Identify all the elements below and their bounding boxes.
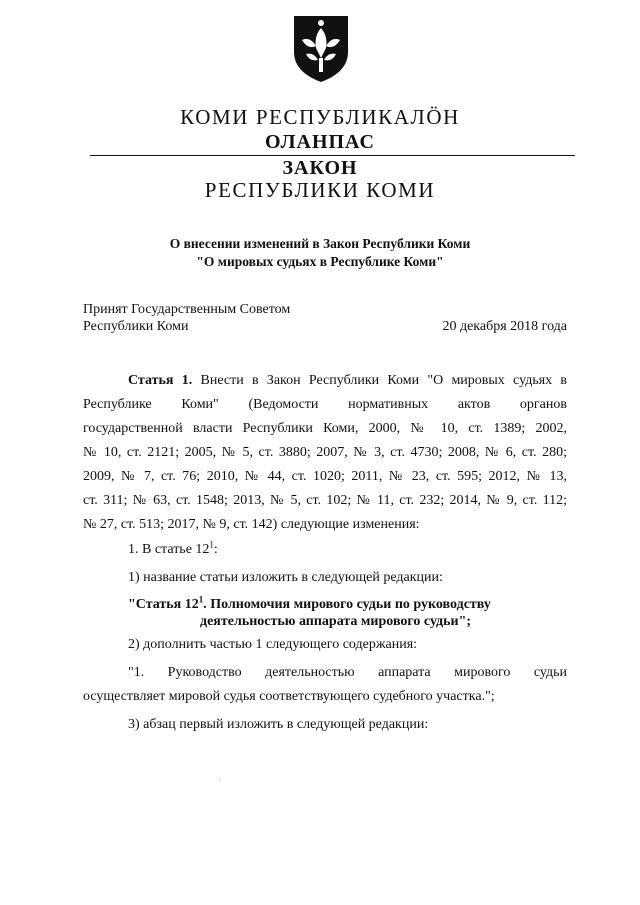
article-1-line-4: № 10, ст. 2121; 2005, № 5, ст. 3880; 2007, № 3, ст. 4730; 2008, № 6, ст. 280;: [83, 445, 567, 460]
article-1-line-3: государственной власти Республики Коми, 2000, № 10, ст. 1389; 2002,: [83, 421, 567, 436]
article-12-1-heading-line-1: "Статья $12^1$. Полномочия мирового судьи по руководству: [128, 594, 491, 612]
republic-title: РЕСПУБЛИКИ КОМИ: [204, 178, 436, 202]
part-1-text-line-1: "1. Руководство деятельностью аппарата мирового судьи: [128, 665, 567, 680]
adoption-date: 20 декабря 2018 года: [442, 319, 567, 334]
article-1-line-2: Республике Коми" (Ведомости нормативных актов органов: [83, 397, 567, 412]
part-1-text-line-2: осуществляет мировой судья соответствующего судебного участка.";: [83, 689, 495, 704]
article-1-line-1: Статья 1. Внести в Закон Республики Коми "О мировых судьях в: [128, 373, 568, 388]
header-divider: [90, 155, 575, 156]
item-1-subitem-3: 3) абзац первый изложить в следующей редакции:: [128, 717, 429, 732]
adopted-by-line-2: Республики Коми: [83, 319, 189, 334]
scan-speck: [219, 779, 220, 780]
adopted-by-line-1: Принят Государственным Советом: [83, 302, 291, 317]
article-1-line-7: № 27, ст. 513; 2017, № 9, ст. 142) следующие изменения:: [83, 517, 420, 532]
item-1-subitem-2: 2) дополнить частью 1 следующего содержания:: [128, 637, 418, 652]
article-1-line-6: ст. 311; № 63, ст. 1548; 2013, № 5, ст. 102; № 11, ст. 232; 2014, № 9, ст. 112;: [83, 493, 567, 508]
law-subject-line-1: О внесении изменений в Закон Республики Коми: [169, 236, 471, 251]
komi-title: КОМИ РЕСПУБЛИКАЛӦН: [180, 105, 460, 129]
item-1: 1. В статье $12^1$:: [128, 539, 218, 557]
law-subject-line-2: "О мировых судьях в Республике Коми": [196, 254, 444, 269]
olanpas-title: ОЛАНПАС: [265, 131, 375, 153]
item-1-subitem-1: 1) название статьи изложить в следующей редакции:: [128, 570, 443, 585]
article-12-1-heading-line-2: деятельностью аппарата мирового судьи";: [200, 614, 472, 629]
article-1-label: Статья 1.: [128, 373, 193, 388]
komi-coat-of-arms-icon: [290, 14, 352, 84]
article-1-line-5: 2009, № 7, ст. 76; 2010, № 44, ст. 1020; 2011, № 23, ст. 595; 2012, № 13,: [83, 469, 567, 484]
zakon-title: ЗАКОН: [282, 157, 358, 179]
